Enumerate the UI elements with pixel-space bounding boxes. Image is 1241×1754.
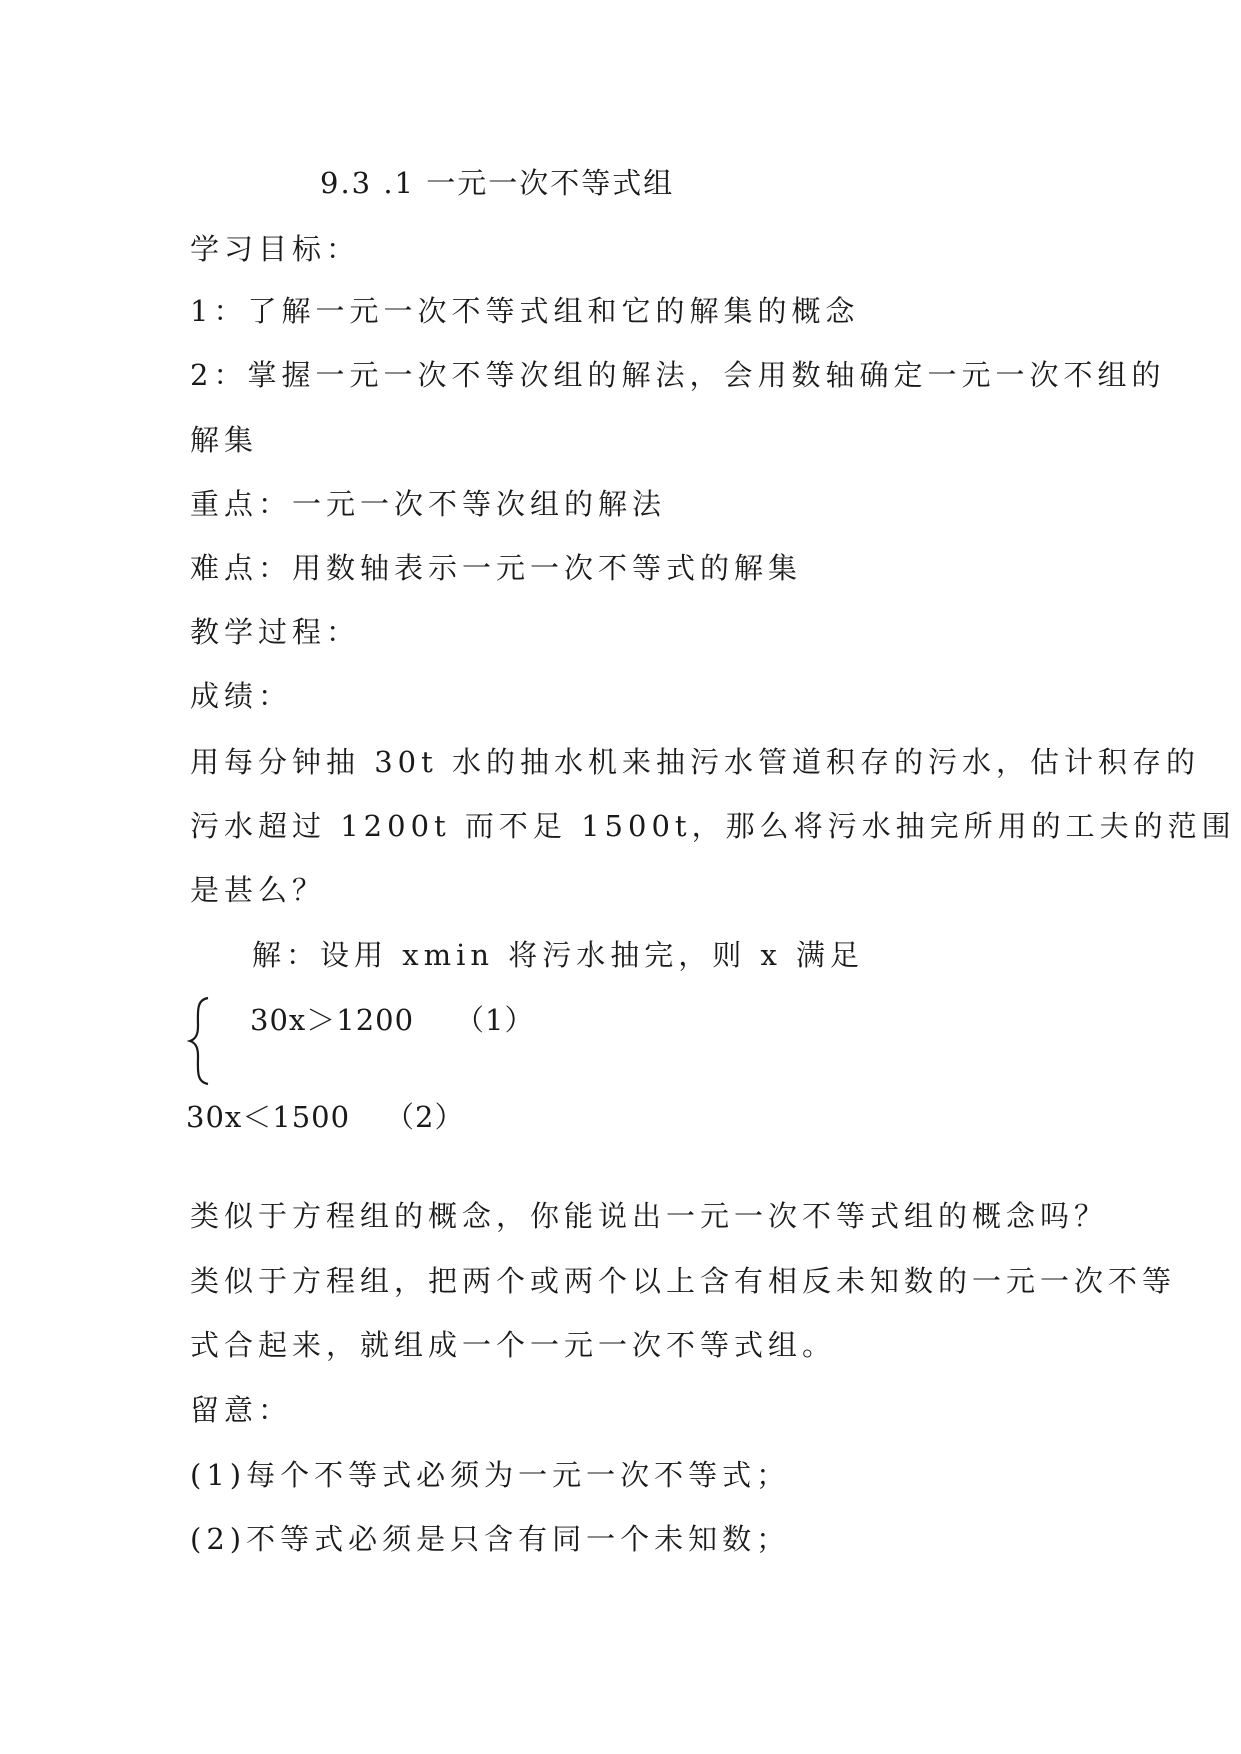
difficulty: 难点：用数轴表示一元一次不等式的解集	[190, 551, 803, 585]
section-heading: 成绩：	[190, 679, 293, 713]
objective-1: 1：了解一元一次不等式组和它的解集的概念	[190, 294, 860, 328]
objective-2-line-2: 解集	[190, 423, 259, 457]
key-point: 重点：一元一次不等次组的解法	[190, 487, 667, 521]
problem-line-3: 是甚么？	[190, 873, 327, 907]
problem-line-1: 用每分钟抽 30t 水的抽水机来抽污水管道积存的污水，估计积存的	[190, 745, 1200, 779]
inequality-2: 30x＜1500	[186, 1100, 351, 1134]
concept-question: 类似于方程组的概念，你能说出一元一次不等式组的概念吗？	[190, 1199, 1109, 1233]
process-heading: 教学过程：	[190, 615, 361, 649]
inequality-2-label: （2）	[385, 1100, 465, 1134]
problem-line-2: 污水超过 1200t 而不足 1500t，那么将污水抽完所用的工夫的范围	[190, 809, 1236, 843]
left-brace-icon	[186, 996, 214, 1086]
inequality-1-label: （1）	[455, 1003, 535, 1037]
note-1: (1)每个不等式必须为一元一次不等式；	[190, 1458, 791, 1492]
inequality-1: 30x＞1200	[250, 1003, 415, 1037]
note-heading: 留意：	[190, 1393, 293, 1427]
objective-2-line-1: 2：掌握一元一次不等次组的解法，会用数轴确定一元一次不组的	[190, 358, 1166, 392]
note-2: (2)不等式必须是只含有同一个未知数；	[190, 1522, 791, 1556]
definition-line-1: 类似于方程组，把两个或两个以上含有相反未知数的一元一次不等	[190, 1264, 1177, 1298]
solution-intro: 解：设用 xmin 将污水抽完，则 x 满足	[252, 938, 865, 972]
definition-line-2: 式合起来，就组成一个一元一次不等式组。	[190, 1328, 837, 1362]
page-title: 9.3 .1 一元一次不等式组	[320, 166, 675, 200]
objectives-heading: 学习目标：	[190, 232, 361, 266]
